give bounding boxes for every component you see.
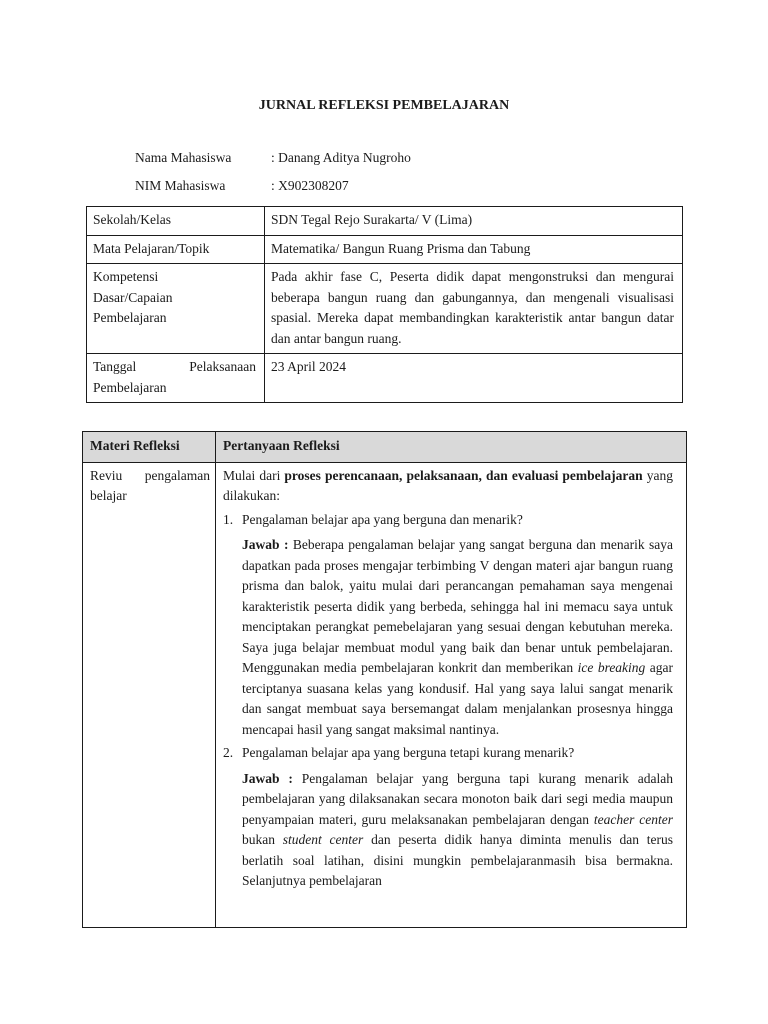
info-row-subject	[87, 235, 683, 264]
answer-text-cont: agar terciptanya suasana kelas yang kondusif. Hal yang saya lalui sangat menarik dan sangat membuat saya bersemangat dalam menjalankan prosesnya hingga mencapai hasil yang sangat maksimal nantinya.	[242, 660, 673, 737]
header-pertanyaan-refleksi: Pertanyaan Refleksi	[216, 432, 687, 463]
question-number: 2.	[223, 745, 234, 760]
reflection-content-cell	[216, 462, 687, 927]
header-materi-refleksi: Materi Refleksi	[83, 432, 216, 463]
reflection-row-label: Reviu pengalaman belajar	[83, 462, 216, 927]
answer-italic-term-2: student center	[282, 832, 364, 847]
info-row-competency	[87, 264, 683, 354]
intro-text-post: yang dilakukan:	[223, 467, 673, 503]
info-row-school	[87, 207, 683, 236]
question-text: Pengalaman belajar apa yang berguna tetapi kurang menarik?	[242, 745, 575, 760]
student-nim-value: : X902308207	[271, 178, 349, 193]
answer-label: Jawab :	[242, 770, 293, 786]
info-label-date: Tanggal Pelaksanaan Pembelajaran	[87, 354, 265, 403]
answer-text-mid: bukan	[242, 832, 283, 847]
intro-text-pre: Mulai dari	[223, 467, 285, 483]
info-value-date: 23 April 2024	[265, 354, 683, 403]
answer-label: Jawab :	[242, 537, 289, 552]
intro-text-bold: proses perencanaan, pelaksanaan, dan evaluasi pembelajaran	[284, 467, 643, 483]
info-value-school: SDN Tegal Rejo Surakarta/ V (Lima)	[265, 207, 683, 236]
question-text: Pengalaman belajar apa yang berguna dan menarik?	[242, 511, 523, 527]
answer-text-cont: dan peserta didik hanya diminta menulis dan terus berlatih soal latihan, disini mungkin pembelajaranmasih bisa bermakna. Selanjutnya pembelajaran	[242, 832, 673, 888]
question-item-1	[223, 510, 673, 531]
answer-italic-term: ice breaking	[577, 660, 646, 675]
reflection-table	[82, 431, 687, 928]
reflection-row	[83, 462, 687, 927]
info-label-school: Sekolah/Kelas	[87, 207, 265, 236]
info-label-competency: Kompetensi Dasar/Capaian Pembelajaran	[87, 264, 265, 354]
answer-text: Beberapa pengalaman belajar yang sangat berguna dan menarik saya dapatkan pada proses mengajar terbimbing V dengan materi ajar bangun ruang prisma dan balok, yaitu mulai dari perancangan pemahaman saya mengenai karakteristik peserta didik yang berbeda, sehingga hal ini memacu saya untuk menciptakan perangkat pemebelajaran yang sesuai dengan kebutuhan mereka. Saya juga belajar membuat modul yang baik dan benar untuk pembelajaran. Menggunakan media pembelajaran konkrit dan memberikan	[242, 537, 673, 675]
student-name-value: : Danang Aditya Nugroho	[271, 150, 411, 165]
info-value-competency: Pada akhir fase C, Peserta didik dapat mengonstruksi dan mengurai beberapa bangun ruang dan gabungannya, dan mengenali visualisasi spasial. Mereka dapat membandingkan karakteristik antar bangun datar dan antar bangun ruang.	[265, 264, 683, 354]
question-number: 1.	[223, 511, 234, 527]
info-value-subject: Matematika/ Bangun Ruang Prisma dan Tabung	[265, 235, 683, 264]
question-item-2	[223, 743, 673, 764]
info-table	[86, 206, 683, 403]
page-title: JURNAL REFLEKSI PEMBELAJARAN	[258, 98, 510, 113]
answer-paragraph-1	[242, 535, 673, 740]
info-row-date	[87, 354, 683, 403]
answer-italic-term: teacher center	[593, 811, 673, 827]
student-nim-label: NIM Mahasiswa	[135, 178, 226, 193]
answer-text: Pengalaman belajar yang berguna tapi kurang menarik adalah pembelajaran yang dilaksanakan secara monoton baik dari segi media maupun penyampaian materi, guru melaksanakan pembelajaran dengan	[242, 770, 673, 827]
student-name-label: Nama Mahasiswa	[135, 150, 232, 165]
info-label-subject: Mata Pelajaran/Topik	[87, 235, 265, 264]
intro-paragraph	[223, 466, 673, 507]
reflection-header-row	[83, 432, 687, 463]
answer-paragraph-2	[242, 769, 673, 892]
